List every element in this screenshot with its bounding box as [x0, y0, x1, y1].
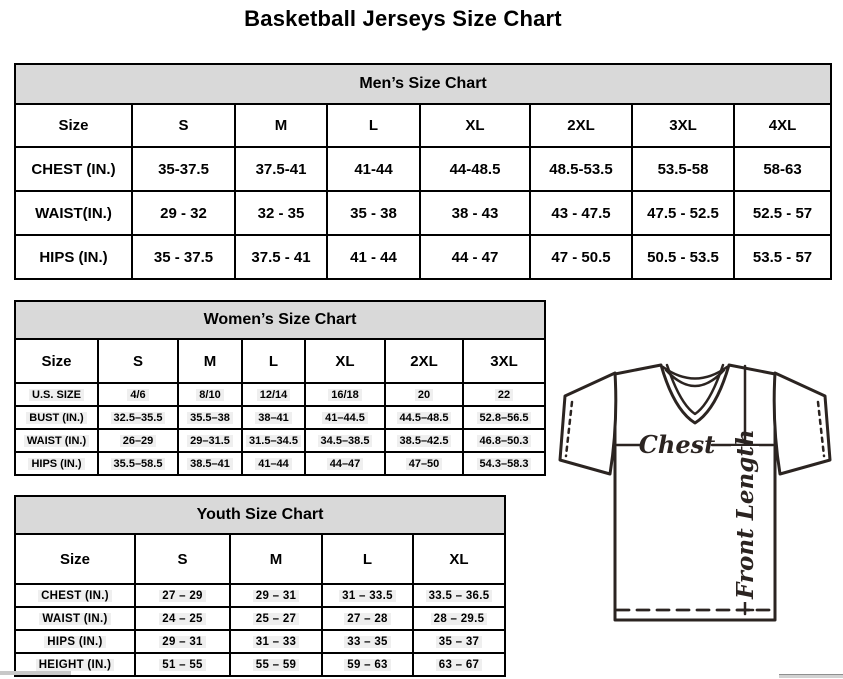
column-header: 3XL — [463, 339, 545, 383]
page-title: Basketball Jerseys Size Chart — [244, 6, 562, 31]
row-label: BUST (IN.) — [15, 406, 98, 429]
table-cell: 41 - 44 — [327, 235, 420, 279]
table-cell: 44–47 — [305, 452, 385, 475]
column-header: M — [230, 534, 322, 584]
table-cell: 33.5 – 36.5 — [413, 584, 505, 607]
table-cell: 37.5 - 41 — [235, 235, 327, 279]
table-cell: 52.5 - 57 — [734, 191, 831, 235]
table-cell: 55 – 59 — [230, 653, 322, 676]
table-cell: 28 – 29.5 — [413, 607, 505, 630]
table-cell: 29 – 31 — [230, 584, 322, 607]
table-cell: 38.5–41 — [178, 452, 242, 475]
table-row — [15, 383, 545, 406]
table-cell: 46.8–50.3 — [463, 429, 545, 452]
table-cell: 47 - 50.5 — [530, 235, 632, 279]
table-cell: 16/18 — [305, 383, 385, 406]
table-row — [15, 630, 505, 653]
table-cell: 41–44 — [242, 452, 305, 475]
table-cell: 43 - 47.5 — [530, 191, 632, 235]
table-cell: 44 - 47 — [420, 235, 530, 279]
table-cell: 25 – 27 — [230, 607, 322, 630]
table-row — [15, 406, 545, 429]
chart-title: Women’s Size Chart — [15, 301, 545, 339]
column-header: S — [132, 104, 235, 147]
column-header: 2XL — [385, 339, 463, 383]
chart-title-row — [15, 301, 545, 339]
chart-title-row — [15, 64, 831, 104]
column-header: M — [178, 339, 242, 383]
table-cell: 29 – 31 — [135, 630, 230, 653]
table-cell: 59 – 63 — [322, 653, 413, 676]
table-row — [15, 429, 545, 452]
column-header: L — [242, 339, 305, 383]
row-label: HIPS (IN.) — [15, 235, 132, 279]
table-cell: 31.5–34.5 — [242, 429, 305, 452]
table-cell: 58-63 — [734, 147, 831, 191]
table-cell: 47–50 — [385, 452, 463, 475]
table-cell: 37.5-41 — [235, 147, 327, 191]
table-cell: 29 - 32 — [132, 191, 235, 235]
column-header: 4XL — [734, 104, 831, 147]
table-cell: 44.5–48.5 — [385, 406, 463, 429]
row-label: HEIGHT (IN.) — [15, 653, 135, 676]
row-label: WAIST (IN.) — [15, 607, 135, 630]
table-cell: 31 – 33 — [230, 630, 322, 653]
table-cell: 35 – 37 — [413, 630, 505, 653]
column-header: 3XL — [632, 104, 734, 147]
table-cell: 52.8–56.5 — [463, 406, 545, 429]
table-cell: 44-48.5 — [420, 147, 530, 191]
column-header: S — [98, 339, 178, 383]
chest-label: Chest — [638, 430, 716, 459]
table-cell: 34.5–38.5 — [305, 429, 385, 452]
chart-title: Youth Size Chart — [15, 496, 505, 534]
size-header-row — [15, 339, 545, 383]
mens-size-chart-table — [14, 63, 832, 280]
jersey-measurement-diagram — [552, 356, 842, 636]
table-cell: 32.5–35.5 — [98, 406, 178, 429]
row-label: HIPS (IN.) — [15, 630, 135, 653]
column-header: XL — [305, 339, 385, 383]
column-header: XL — [413, 534, 505, 584]
table-row — [15, 607, 505, 630]
table-cell: 51 – 55 — [135, 653, 230, 676]
table-cell: 54.3–58.3 — [463, 452, 545, 475]
table-cell: 27 – 28 — [322, 607, 413, 630]
table-cell: 20 — [385, 383, 463, 406]
table-cell: 38 - 43 — [420, 191, 530, 235]
size-header-row — [15, 104, 831, 147]
table-cell: 33 – 35 — [322, 630, 413, 653]
table-cell: 22 — [463, 383, 545, 406]
table-cell: 38.5–42.5 — [385, 429, 463, 452]
table-cell: 31 – 33.5 — [322, 584, 413, 607]
table-cell: 27 – 29 — [135, 584, 230, 607]
table-cell: 53.5 - 57 — [734, 235, 831, 279]
womens-size-chart-table — [14, 300, 546, 476]
table-row — [15, 235, 831, 279]
horizontal-scrollbar-fragment-right[interactable] — [779, 674, 843, 678]
column-header: XL — [420, 104, 530, 147]
table-row — [15, 452, 545, 475]
column-header: Size — [15, 534, 135, 584]
table-cell: 12/14 — [242, 383, 305, 406]
table-cell: 35 - 38 — [327, 191, 420, 235]
table-cell: 35 - 37.5 — [132, 235, 235, 279]
row-label: U.S. SIZE — [15, 383, 98, 406]
table-cell: 4/6 — [98, 383, 178, 406]
table-cell: 32 - 35 — [235, 191, 327, 235]
row-label: WAIST (IN.) — [15, 429, 98, 452]
chart-title: Men’s Size Chart — [15, 64, 831, 104]
table-row — [15, 191, 831, 235]
column-header: L — [322, 534, 413, 584]
row-label: CHEST (IN.) — [15, 584, 135, 607]
column-header: M — [235, 104, 327, 147]
row-label: CHEST (IN.) — [15, 147, 132, 191]
table-cell: 8/10 — [178, 383, 242, 406]
table-cell: 35-37.5 — [132, 147, 235, 191]
table-cell: 53.5-58 — [632, 147, 734, 191]
table-cell: 48.5-53.5 — [530, 147, 632, 191]
table-cell: 24 – 25 — [135, 607, 230, 630]
column-header: Size — [15, 104, 132, 147]
table-row — [15, 147, 831, 191]
table-row — [15, 584, 505, 607]
table-cell: 35.5–58.5 — [98, 452, 178, 475]
column-header: S — [135, 534, 230, 584]
table-row — [15, 653, 505, 676]
chart-title-row — [15, 496, 505, 534]
table-cell: 26–29 — [98, 429, 178, 452]
column-header: 2XL — [530, 104, 632, 147]
row-label: HIPS (IN.) — [15, 452, 98, 475]
row-label: WAIST(IN.) — [15, 191, 132, 235]
column-header: Size — [15, 339, 98, 383]
front-length-label: Front Length — [732, 429, 759, 599]
table-cell: 63 – 67 — [413, 653, 505, 676]
table-cell: 29–31.5 — [178, 429, 242, 452]
table-cell: 41–44.5 — [305, 406, 385, 429]
size-header-row — [15, 534, 505, 584]
table-cell: 41-44 — [327, 147, 420, 191]
horizontal-scrollbar-fragment-left[interactable] — [0, 671, 71, 675]
youth-size-chart-table — [14, 495, 506, 677]
jersey-diagram-svg — [552, 356, 842, 636]
table-cell: 50.5 - 53.5 — [632, 235, 734, 279]
table-cell: 38–41 — [242, 406, 305, 429]
table-cell: 35.5–38 — [178, 406, 242, 429]
column-header: L — [327, 104, 420, 147]
table-cell: 47.5 - 52.5 — [632, 191, 734, 235]
